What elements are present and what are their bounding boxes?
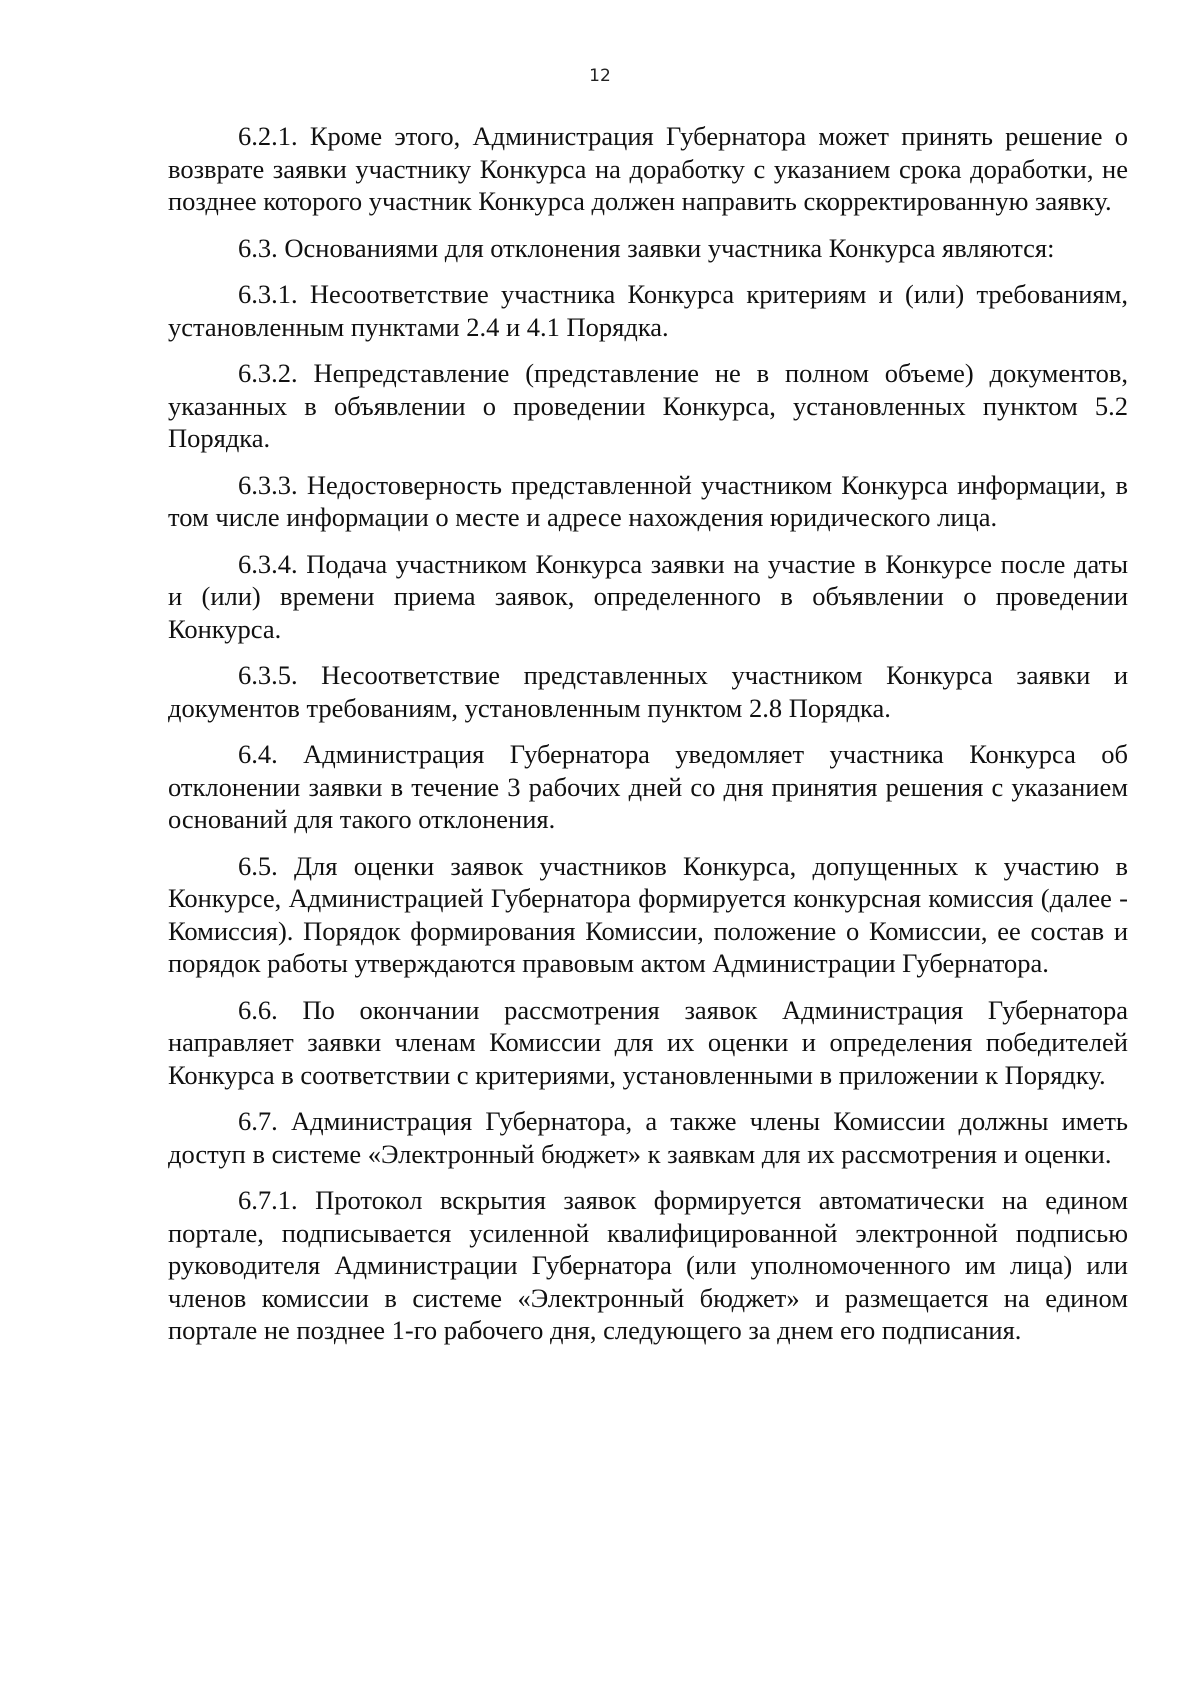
paragraph-6-3: 6.3. Основаниями для отклонения заявки участника Конкурса являются: (238, 232, 1055, 263)
paragraph-6-3-4: 6.3.4. Подача участником Конкурса заявки на участие в Конкурсе после даты и (или) времени приема заявок, определенного в объявлении о проведении Конкурса. (168, 548, 1128, 644)
paragraph-6-4: 6.4. Администрация Губернатора уведомляет участника Конкурса об отклонении заявки в течение 3 рабочих дней со дня принятия решения с указанием оснований для такого отклонения. (168, 739, 1128, 834)
paragraph-6-3-1: 6.3.1. Несоответствие участника Конкурса критериям и (или) требованиям, установленным пунктами 2.4 и 4.1 Порядка. (168, 279, 1128, 342)
paragraph-6-3-3: 6.3.3. Недостоверность представленной участником Конкурса информации, в том числе информации о месте и адресе нахождения юридического лица. (168, 469, 1128, 532)
paragraph-6-5: 6.5. Для оценки заявок участников Конкурса, допущенных к участию в Конкурсе, Администрацией Губернатора формируется конкурсная комиссия (далее - Комиссия). Порядок формирования Комиссии, положение о Комиссии, ее состав и порядок работы утверждаются правовым актом Администрации Губернатора. (168, 850, 1128, 978)
paragraph-6-6: 6.6. По окончании рассмотрения заявок Администрация Губернатора направляет заявки членам Комиссии для их оценки и определения победителей Конкурса в соответствии с критериями, установленными в приложении к Порядку. (168, 994, 1128, 1090)
paragraph-6-7: 6.7. Администрация Губернатора, а также члены Комиссии должны иметь доступ в системе «Электронный бюджет» к заявкам для их рассмотрения и оценки. (168, 1106, 1128, 1169)
document-body (168, 120, 1128, 1361)
paragraph-6-3-2: 6.3.2. Непредставление (представление не в полном объеме) документов, указанных в объявлении о проведении Конкурса, установленных пунктом 5.2 Порядка. (168, 358, 1128, 453)
page-number: 12 (589, 66, 611, 86)
paragraph-6-3-5: 6.3.5. Несоответствие представленных участником Конкурса заявки и документов требованиям, установленным пунктом 2.8 Порядка. (168, 660, 1128, 723)
paragraph-6-7-1: 6.7.1. Протокол вскрытия заявок формируется автоматически на едином портале, подписывается усиленной квалифицированной электронной подписью руководителя Администрации Губернатора (или уполномоченного им лица) или членов комиссии в системе «Электронный бюджет» и размещается на едином портале не позднее 1-го рабочего дня, следующего за днем его подписания. (168, 1185, 1128, 1345)
paragraph-6-2-1: 6.2.1. Кроме этого, Администрация Губернатора может принять решение о возврате заявки участнику Конкурса на доработку с указанием срока доработки, не позднее которого участник Конкурса должен направить скорректированную заявку. (168, 121, 1128, 216)
